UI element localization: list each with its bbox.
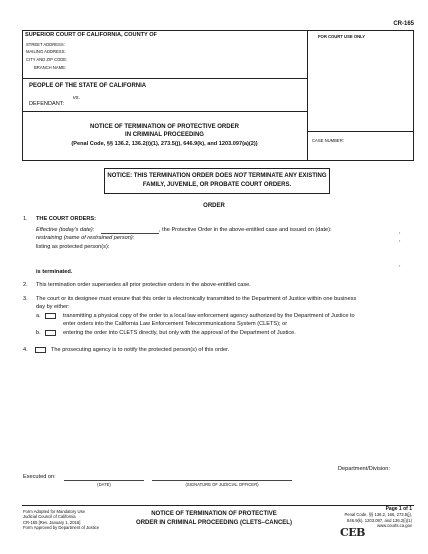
item-1-title: THE COURT ORDERS: (36, 216, 96, 222)
option-b-text: entering the order into CLETS directly, but only with the approval of the Department of Justice. (63, 330, 296, 336)
option-b-label: b. (36, 330, 41, 336)
caption-divider (307, 30, 308, 161)
footer-title-line2: ORDER IN CRIMINAL PROCEEDING (CLETS–CANCEL) (136, 520, 292, 526)
court-use-label: FOR COURT USE ONLY (318, 34, 366, 39)
court-name: SUPERIOR COURT OF CALIFORNIA, COUNTY OF (25, 32, 157, 38)
footer-left-line4: Form Approved by Department of Justice (23, 525, 100, 531)
page-number: Page 1 of 1 (385, 506, 412, 512)
footer-left-line3: CR-165 [Rev. January 1, 2016] (23, 519, 81, 525)
footer-left-line2: Judicial Council of California (23, 514, 76, 520)
street-address-label: STREET ADDRESS: (26, 42, 65, 47)
branch-name-label: BRANCH NAME: (34, 65, 67, 70)
court-section-divider (22, 78, 307, 79)
terminated-label: is terminated. (36, 269, 73, 275)
item-4-checkbox[interactable] (35, 347, 46, 353)
people-label: PEOPLE OF THE STATE OF CALIFORNIA (29, 83, 147, 89)
footer-rule (22, 505, 414, 506)
notice-line2: FAMILY, JUVENILE, OR PROBATE COURT ORDERS. (142, 182, 292, 188)
footer-left (23, 509, 99, 531)
footer-left-line1: Form Adopted for Mandatory Use (23, 509, 85, 514)
notice-not: NOT (233, 173, 247, 179)
comma-mark-3: , (399, 262, 401, 268)
item-3-number: 3. (23, 296, 28, 302)
item-4-text: The prosecuting agency is to notify the protected person(s) of this order. (51, 347, 230, 353)
footer-right-line2: 646.9(k), 1203.097, and 136.2(i)(1) (347, 517, 412, 523)
department-label: Department/Division: (338, 466, 390, 472)
item-4-number: 4. (23, 347, 28, 353)
notice-suffix: TERMINATE ANY EXISTING (246, 173, 327, 179)
effective-rest: , the Protective Order in the above-entitled case and issued on (date): (159, 227, 332, 233)
notice-prefix: NOTICE: THIS TERMINATION ORDER DOES (107, 173, 234, 179)
executed-on-label: Executed on: (23, 474, 56, 480)
form-number: CR-165 (393, 21, 414, 27)
case-number-label: CASE NUMBER: (312, 138, 344, 143)
item-1-number: 1. (23, 216, 28, 222)
judicial-signature-field[interactable] (152, 474, 292, 481)
effective-date-field[interactable] (101, 227, 159, 234)
footer-right-line1: Penal Code, §§ 136.2, 166, 273.5(j), (344, 512, 412, 518)
footer-title (100, 510, 328, 528)
comma-mark-2: , (399, 237, 401, 243)
city-zip-label: CITY AND ZIP CODE: (26, 57, 68, 62)
option-a-text-line2: enter orders into the California Law Enforcement Telecommunications System (CLETS); or (63, 321, 288, 327)
order-heading: ORDER (203, 203, 225, 209)
option-a-text-line1: transmitting a physical copy of the order to a local law enforcement agency authorized by the Department of Justice to (63, 313, 355, 319)
listing-label: listing as protected person(s): (36, 244, 110, 250)
form-title-line1: NOTICE OF TERMINATION OF PROTECTIVE ORDER (90, 124, 239, 130)
item-2-number: 2. (23, 282, 28, 288)
form-title-line3: (Penal Code, §§ 136.2, 136.2(i)(1), 273.5(j), 646.9(k), and 1203.097(a)(2)) (71, 141, 258, 147)
case-number-field[interactable] (312, 145, 408, 156)
notice-line1 (104, 173, 330, 179)
option-a-checkbox[interactable] (45, 313, 56, 319)
vs-label: vs. (73, 95, 81, 101)
ceb-logo: CEB (340, 526, 365, 539)
item-2-text: This termination order supersedes all prior protective orders in the above-entitled case. (36, 282, 251, 288)
restraining-label: restraining (name of restrained person): (36, 235, 135, 241)
item-3-text-line2: day by either: (36, 304, 70, 310)
mailing-address-label: MAILING ADDRESS: (26, 49, 66, 54)
notice-box (104, 168, 330, 194)
option-b-checkbox[interactable] (45, 330, 56, 336)
parties-divider (22, 111, 307, 112)
footer-title-line1: NOTICE OF TERMINATION OF PROTECTIVE (151, 511, 277, 517)
case-number-divider (307, 131, 414, 132)
item-3-text-line1: The court or its designee must ensure that this order is electronically transmitted to the Department of Justice within one business (36, 296, 357, 302)
executed-date-field[interactable] (64, 474, 144, 481)
signature-caption: (SIGNATURE OF JUDICIAL OFFICER) (185, 482, 259, 487)
comma-mark-1: , (399, 229, 401, 235)
courts-url: www.courts.ca.gov (377, 523, 412, 529)
effective-label: Effective (today's date): (36, 227, 95, 233)
option-a-label: a. (36, 313, 41, 319)
defendant-label: DEFENDANT: (29, 101, 65, 107)
date-caption: (DATE) (97, 482, 111, 487)
form-title-line2: IN CRIMINAL PROCEEDING (125, 132, 204, 138)
